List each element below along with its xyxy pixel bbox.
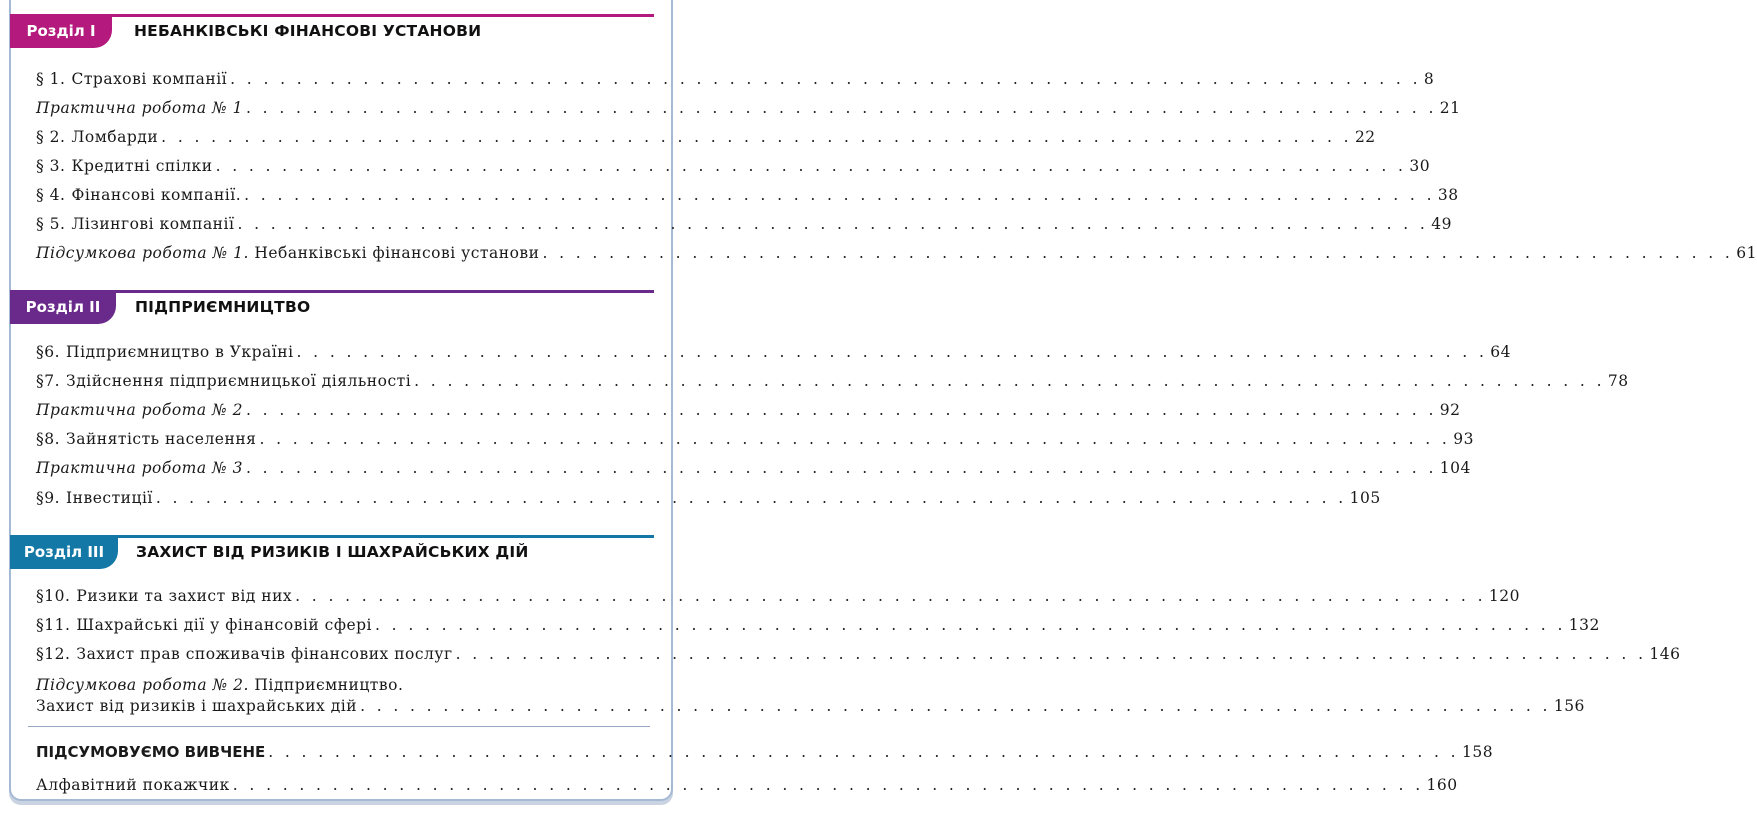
page-number: 104 [1439,459,1471,477]
page-number: 49 [1431,215,1452,233]
page-number: 146 [1649,645,1681,663]
row-prefix: Підсумкова робота № 1. [36,244,249,262]
toc-row-review[interactable] [36,738,1494,762]
toc-row-s3[interactable] [36,152,1431,176]
leader-dots: . . . . . . . . . . . . . . . . . . . . . . . . . . . . . . . . . . . . . . . . . . . . . . . . . . . . . . . . . . . . . . . . . . . . . . . . [414,372,1605,390]
toc-row-index[interactable] [36,771,1458,795]
page-number: 8 [1423,70,1435,88]
toc-row-s1[interactable] [36,65,1435,89]
row-title: Кредитні спілки [71,157,213,175]
page-number: 21 [1439,99,1461,117]
leader-dots: . . . . . . . . . . . . . . . . . . . . . . . . . . . . . . . . . . . . . . . . . . . . . . . . . . . . . . . . . . . . . . . . . . . . . . . . [230,70,1421,88]
toc-row-s2[interactable] [36,123,1376,147]
section-number: § 4. [36,186,66,204]
section-1-badge: Розділ I [10,14,112,48]
row-title: Практична робота № 3 [36,459,244,477]
row-title: Алфавітний покажчик [36,776,230,794]
leader-dots: . . . . . . . . . . . . . . . . . . . . . . . . . . . . . . . . . . . . . . . . . . . . . . . . . . . . . . . . . . . . . . . . . . . . . . . . [215,157,1407,175]
leader-dots: . . . . . . . . . . . . . . . . . . . . . . . . . . . . . . . . . . . . . . . . . . . . . . . . . . . . . . . . . . . . . . . . . . . . . . . . [232,776,1424,794]
leader-dots: . . . . . . . . . . . . . . . . . . . . . . . . . . . . . . . . . . . . . . . . . . . . . . . . . . . . . . . . . . . . . . . . . . . . . . . . [259,430,1451,448]
toc-row-practical-3[interactable] [36,454,1471,478]
page-number: 38 [1437,186,1459,204]
row-title: Здійснення підприємницької діяльності [66,372,412,390]
section-number: § 1. [36,70,66,88]
leader-dots: . . . . . . . . . . . . . . . . . . . . . . . . . . . . . . . . . . . . . . . . . . . . . . . . . . . . . . . . . . . . . . . . . . . . . . . . [295,587,1486,605]
toc-row-summary-1[interactable] [36,239,1757,263]
leader-dots: . . . . . . . . . . . . . . . . . . . . . . . . . . . . . . . . . . . . . . . . . . . . . . . . . . . . . . . . . . . . . . . . . . . . . . . . [360,697,1551,715]
toc-row-summary-2[interactable] [36,692,1585,716]
toc-row-s5[interactable] [36,210,1452,234]
section-number: §9. [36,489,61,507]
leader-dots: . . . . . . . . . . . . . . . . . . . . . . . . . . . . . . . . . . . . . . . . . . . . . . . . . . . . . . . . . . . . . . . . . . . . . . . . [268,743,1460,761]
section-number: §6. [36,343,61,361]
toc-row-s11[interactable] [36,611,1600,635]
row-title: Ризики та захист від них [76,587,293,605]
row-title-cont: Захист від ризиків і шахрайських дій [36,697,358,715]
leader-dots: . . . . . . . . . . . . . . . . . . . . . . . . . . . . . . . . . . . . . . . . . . . . . . . . . . . . . . . . . . . . . . . . . . . . . . . . [246,459,1437,477]
page-number: 64 [1490,343,1512,361]
page-number: 30 [1409,157,1431,175]
leader-dots: . . . . . . . . . . . . . . . . . . . . . . . . . . . . . . . . . . . . . . . . . . . . . . . . . . . . . . . . . . . . . . . . . . . . . . . . [296,343,1488,361]
section-number: § 2. [36,128,66,146]
page-number: 22 [1354,128,1376,146]
page-number: 132 [1568,616,1600,634]
section-2-header [10,290,654,324]
leader-dots: . . . . . . . . . . . . . . . . . . . . . . . . . . . . . . . . . . . . . . . . . . . . . . . . . . . . . . . . . . . . . . . . . . . . . . . . [455,645,1647,663]
section-1-header [10,14,654,48]
row-title: Інвестиції [66,489,153,507]
row-title: Зайнятість населення [66,430,257,448]
section-number: §12. [36,645,71,663]
page-number: 93 [1453,430,1474,448]
section-2-badge: Розділ II [10,290,116,324]
row-title: Ломбарди [71,128,159,146]
section-3-title: ЗАХИСТ ВІД РИЗИКІВ І ШАХРАЙСЬКИХ ДІЙ [136,543,529,561]
page-number: 61 [1736,244,1757,262]
row-title: Лізингові компанії [71,215,235,233]
toc-row-s7[interactable] [36,367,1629,391]
page-number: 105 [1349,489,1381,507]
divider [28,726,650,727]
leader-dots: . . . . . . . . . . . . . . . . . . . . . . . . . . . . . . . . . . . . . . . . . . . . . . . . . . . . . . . . . . . . . . . . . . . . . . . . [375,616,1566,634]
row-title: Підприємництво в Україні [66,343,294,361]
leader-dots: . . . . . . . . . . . . . . . . . . . . . . . . . . . . . . . . . . . . . . . . . . . . . . . . . . . . . . . . . . . . . . . . . . . . . . . . [246,401,1437,419]
leader-dots: . . . . . . . . . . . . . . . . . . . . . . . . . . . . . . . . . . . . . . . . . . . . . . . . . . . . . . . . . . . . . . . . . . . . . . . . [237,215,1429,233]
leader-dots: . . . . . . . . . . . . . . . . . . . . . . . . . . . . . . . . . . . . . . . . . . . . . . . . . . . . . . . . . . . . . . . . . . . . . . . . [155,489,1347,507]
toc-row-s10[interactable] [36,582,1521,606]
row-title: Захист прав споживачів фінансових послуг [76,645,453,663]
row-title: Страхові компанії [71,70,228,88]
leader-dots: . . . . . . . . . . . . . . . . . . . . . . . . . . . . . . . . . . . . . . . . . . . . . . . . . . . . . . . . . . . . . . . . . . . . . . . . [246,99,1437,117]
toc-row-s12[interactable] [36,640,1681,664]
row-title: Небанківські фінансові установи [254,244,540,262]
page-number: 92 [1439,401,1461,419]
section-number: § 5. [36,215,66,233]
toc-row-s6[interactable] [36,338,1512,362]
toc-row-s9[interactable] [36,484,1381,508]
row-prefix: Підсумкова робота № 2. [36,676,249,694]
row-title: ПІДСУМОВУЄМО ВИВЧЕНЕ [36,743,266,761]
page-number: 78 [1607,372,1629,390]
toc-row-practical-1[interactable] [36,94,1461,118]
section-number: §10. [36,587,71,605]
toc-row-practical-2[interactable] [36,396,1461,420]
section-number: §7. [36,372,61,390]
page-number: 156 [1553,697,1585,715]
row-title: Практична робота № 2 [36,401,244,419]
section-2-title: ПІДПРИЄМНИЦТВО [135,298,311,316]
section-number: §11. [36,616,71,634]
row-title: Підприємництво. [254,676,404,694]
leader-dots: . . . . . . . . . . . . . . . . . . . . . . . . . . . . . . . . . . . . . . . . . . . . . . . . . . . . . . . . . . . . . . . . . . . . . . . . [161,128,1352,146]
page-number: 160 [1426,776,1458,794]
toc-row-s8[interactable] [36,425,1474,449]
section-3-badge: Розділ III [10,535,118,569]
page-number: 120 [1488,587,1521,605]
leader-dots: . . . . . . . . . . . . . . . . . . . . . . . . . . . . . . . . . . . . . . . . . . . . . . . . . . . . . . . . . . . . . . . . . . . . . . . . [244,186,1435,204]
row-title: Шахрайські дії у фінансовій сфері [76,616,373,634]
section-3-header [10,535,654,569]
page-number: 158 [1462,743,1494,761]
leader-dots: . . . . . . . . . . . . . . . . . . . . . . . . . . . . . . . . . . . . . . . . . . . . . . . . . . . . . . . . . . . . . . . . . . . . . . . . [542,244,1734,262]
toc-row-s4[interactable] [36,181,1459,205]
row-title: Фінансові компанії. [71,186,242,204]
section-number: § 3. [36,157,66,175]
section-1-title: НЕБАНКІВСЬКІ ФІНАНСОВІ УСТАНОВИ [134,22,482,40]
section-number: §8. [36,430,61,448]
row-title: Практична робота № 1 [36,99,244,117]
